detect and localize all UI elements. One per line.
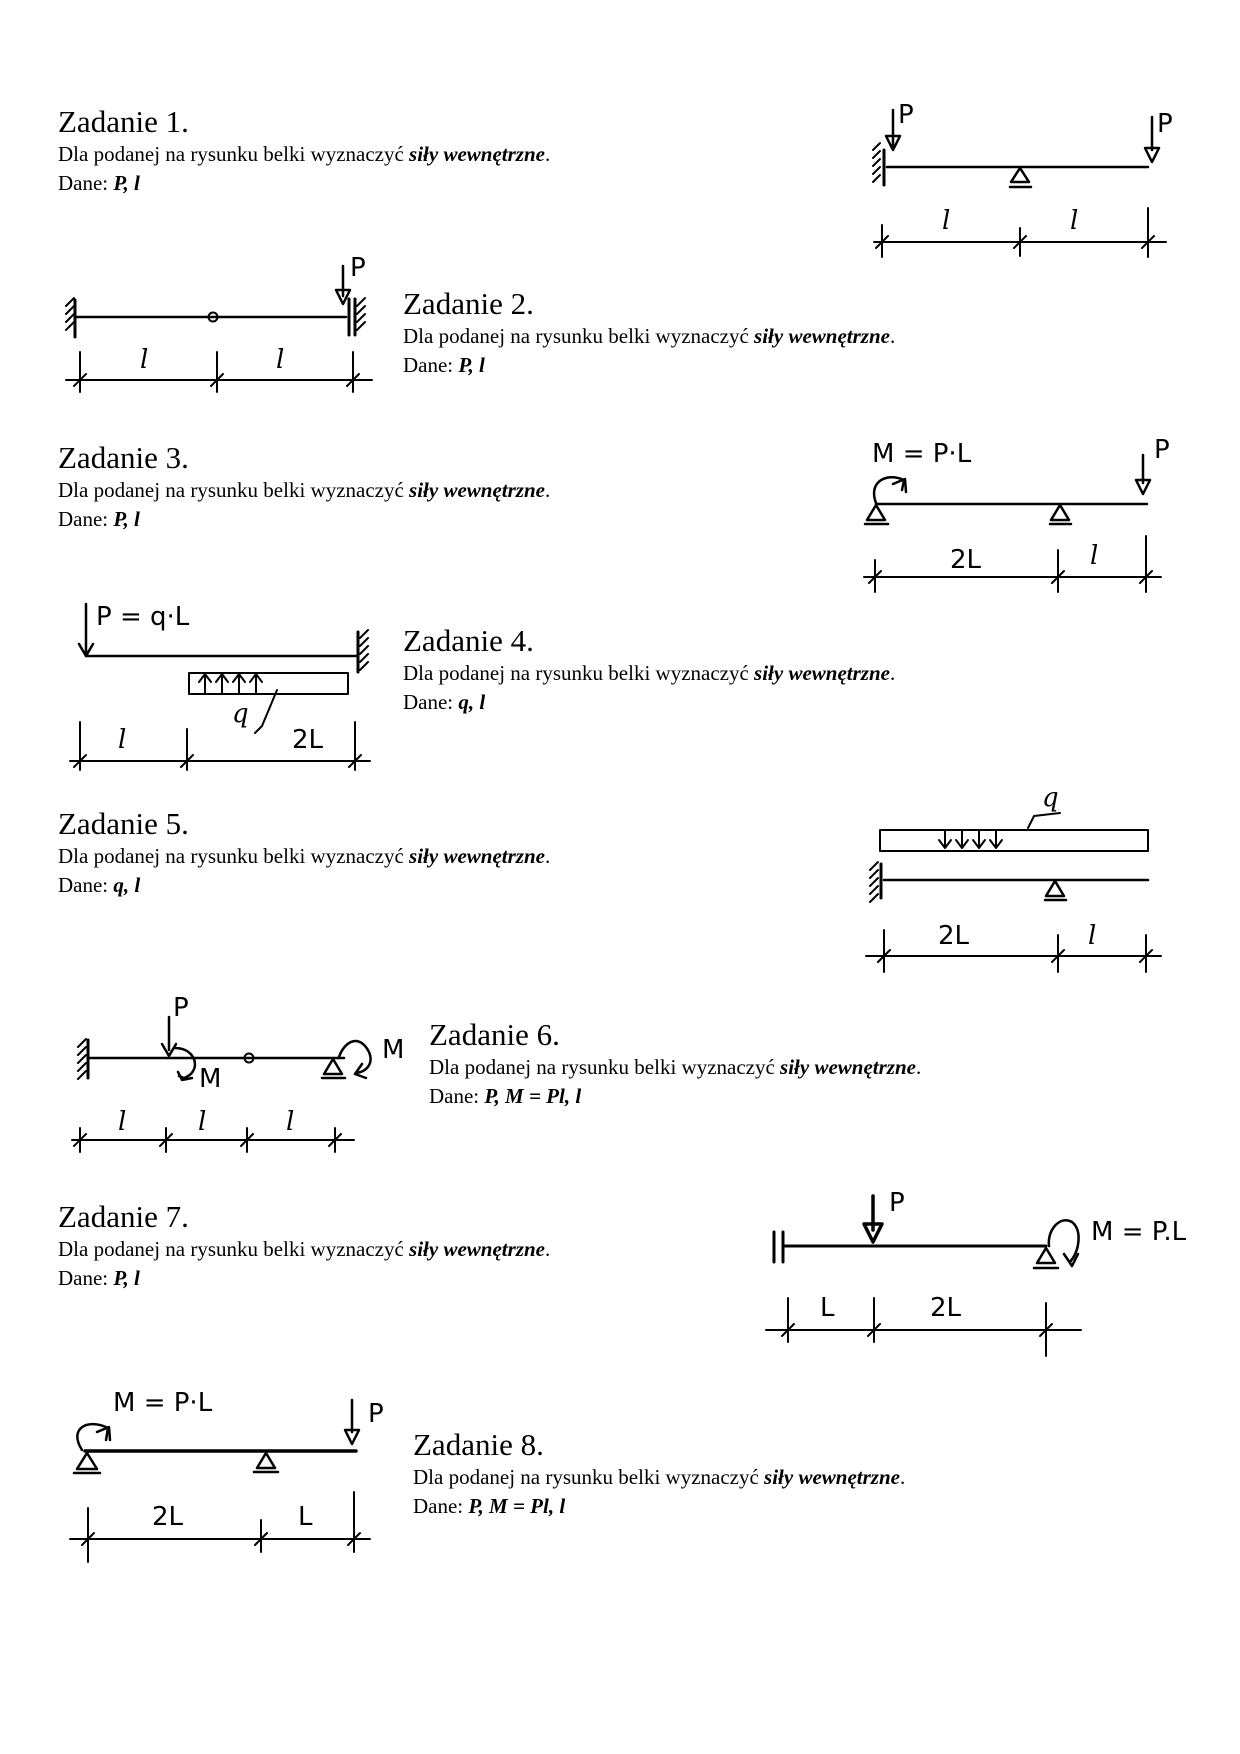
task-text: Dla podanej na rysunku belki wyznaczyć siły wewnętrzne. bbox=[58, 478, 551, 502]
moment-label: M bbox=[199, 1064, 222, 1094]
load-label: P bbox=[350, 253, 366, 283]
beam-diagram-7 bbox=[766, 1188, 1187, 1356]
load-label: P = q·L bbox=[96, 602, 190, 632]
task-title: Zadanie 7. bbox=[58, 1199, 189, 1234]
task-text: Dla podanej na rysunku belki wyznaczyć siły wewnętrzne. bbox=[58, 1237, 551, 1261]
beam-diagram-5 bbox=[866, 783, 1161, 972]
load-label: P bbox=[889, 1188, 905, 1218]
load-label: q bbox=[1042, 783, 1059, 813]
length-label: l bbox=[942, 206, 951, 236]
task-text: Dla podanej na rysunku belki wyznaczyć siły wewnętrzne. bbox=[413, 1465, 906, 1489]
task-given: Dane: P, M = Pl, l bbox=[413, 1494, 566, 1518]
task-given: Dane: P, l bbox=[58, 507, 140, 531]
length-label: l bbox=[198, 1107, 207, 1137]
length-label: l bbox=[1070, 206, 1079, 236]
beam-diagram-2 bbox=[66, 253, 372, 392]
moment-label: M = P.L bbox=[1091, 1217, 1187, 1247]
task-title: Zadanie 5. bbox=[58, 806, 189, 841]
task-given: Dane: q, l bbox=[403, 690, 486, 714]
task-text: Dla podanej na rysunku belki wyznaczyć siły wewnętrzne. bbox=[403, 324, 896, 348]
task-title: Zadanie 6. bbox=[429, 1017, 560, 1052]
length-label: l bbox=[286, 1107, 295, 1137]
load-label: P bbox=[173, 993, 189, 1023]
length-label: 2L bbox=[152, 1502, 184, 1532]
load-label: P bbox=[368, 1399, 384, 1429]
task-given: Dane: P, M = Pl, l bbox=[429, 1084, 582, 1108]
length-label: l bbox=[118, 1107, 127, 1137]
length-label: l bbox=[118, 725, 127, 755]
load-label: P bbox=[898, 100, 914, 130]
length-label: 2L bbox=[292, 725, 324, 755]
beam-diagram-6 bbox=[72, 993, 404, 1152]
task-title: Zadanie 2. bbox=[403, 286, 534, 321]
task-title: Zadanie 3. bbox=[58, 440, 189, 475]
length-label: l bbox=[276, 345, 285, 375]
task-given: Dane: P, l bbox=[403, 353, 485, 377]
length-label: l bbox=[140, 345, 149, 375]
task-title: Zadanie 1. bbox=[58, 104, 189, 139]
length-label: l bbox=[1088, 921, 1097, 951]
moment-label: M = P·L bbox=[872, 439, 972, 469]
length-label: l bbox=[1090, 541, 1099, 571]
task-title: Zadanie 4. bbox=[403, 623, 534, 658]
beam-diagram-3 bbox=[864, 435, 1170, 592]
task-given: Dane: P, l bbox=[58, 1266, 140, 1290]
task-title: Zadanie 8. bbox=[413, 1427, 544, 1462]
moment-label: M = P·L bbox=[113, 1388, 213, 1418]
length-label: 2L bbox=[950, 545, 982, 575]
beam-diagram-1 bbox=[873, 100, 1173, 257]
length-label: 2L bbox=[938, 921, 970, 951]
task-text: Dla podanej na rysunku belki wyznaczyć siły wewnętrzne. bbox=[58, 142, 551, 166]
load-label: q bbox=[232, 699, 249, 729]
beam-diagram-8 bbox=[70, 1388, 384, 1562]
load-label: P bbox=[1154, 435, 1170, 465]
beam-diagram-4 bbox=[70, 602, 370, 770]
length-label: 2L bbox=[930, 1293, 962, 1323]
load-label: P bbox=[1157, 109, 1173, 139]
task-text: Dla podanej na rysunku belki wyznaczyć siły wewnętrzne. bbox=[429, 1055, 922, 1079]
length-label: L bbox=[298, 1502, 313, 1532]
task-given: Dane: q, l bbox=[58, 873, 141, 897]
task-text: Dla podanej na rysunku belki wyznaczyć siły wewnętrzne. bbox=[403, 661, 896, 685]
moment-label: M bbox=[382, 1035, 405, 1065]
length-label: L bbox=[820, 1293, 835, 1323]
task-text: Dla podanej na rysunku belki wyznaczyć siły wewnętrzne. bbox=[58, 844, 551, 868]
task-given: Dane: P, l bbox=[58, 171, 140, 195]
